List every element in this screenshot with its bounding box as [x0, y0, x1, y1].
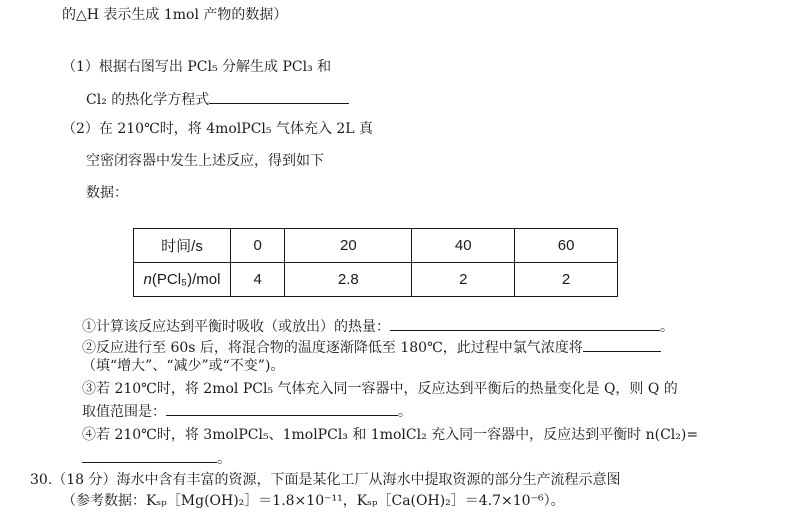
question-30-text: 30.（18 分）海水中含有丰富的资源，下面是某化工厂从海水中提取资源的部分生产流程示意图	[30, 472, 621, 488]
table-cell: 2	[515, 263, 618, 297]
table-cell: 4	[231, 263, 285, 297]
sub-question-2	[82, 337, 661, 357]
answer-blank-4[interactable]	[166, 401, 398, 416]
table-cell: 2.8	[285, 263, 412, 297]
question-1-text: （1）根据右图写出 PCl₅ 分解生成 PCl₃ 和	[62, 59, 332, 75]
table-header-amount-n: n	[143, 271, 152, 288]
table-cell: 20	[285, 229, 412, 263]
table-header-amount-rest: (PCl₅)/mol	[151, 271, 221, 288]
sub-question-1-end: 。	[660, 319, 674, 335]
table-cell: 2	[412, 263, 515, 297]
sub-question-1	[82, 316, 674, 336]
table-row	[134, 263, 618, 297]
sub-question-3: ③若 210℃时，将 2mol PCl₅ 气体充入同一容器中，反应达到平衡后的热量变化是 Q，则 Q 的	[82, 381, 678, 397]
table-cell: 60	[515, 229, 618, 263]
intro-line: 的△H 表示生成 1mol 产物的数据）	[62, 7, 288, 23]
question-2-data-label: 数据：	[86, 185, 128, 201]
table-cell: 40	[412, 229, 515, 263]
sub-question-4: ④若 210℃时，将 3molPCl₅、1molPCl₃ 和 1molCl₂ 充入同一容器中，反应达到平衡时 n(Cl₂)=	[82, 427, 699, 443]
sub-question-4-end: 。	[217, 451, 231, 467]
table-cell: 0	[231, 229, 285, 263]
data-table	[133, 228, 618, 297]
answer-blank-5[interactable]	[82, 448, 217, 463]
sub-question-3-end: 。	[398, 404, 412, 420]
question-30-reference-data: （参考数据：Kₛₚ［Mg(OH)₂］＝1.8×10⁻¹¹，Kₛₚ［Ca(OH)₂］＝4.7×10⁻⁶）。	[62, 493, 565, 509]
sub-question-4-answer	[82, 448, 231, 468]
table-header-amount	[134, 263, 231, 297]
question-2-text: （2）在 210℃时，将 4molPCl₅ 气体充入 2L 真	[62, 121, 374, 137]
sub-question-3-range-text: 取值范围是：	[82, 404, 166, 420]
question-1-continued	[86, 89, 349, 109]
sub-question-2-text: ②反应进行至 60s 后，将混合物的温度逐渐降低至 180℃，此过程中氯气浓度将	[82, 340, 583, 356]
answer-blank-3[interactable]	[583, 337, 661, 352]
table-header-time: 时间/s	[134, 229, 231, 263]
sub-question-3-range	[82, 401, 412, 421]
question-1-continued-text: Cl₂ 的热化学方程式	[86, 92, 210, 108]
answer-blank-2[interactable]	[390, 316, 660, 331]
question-2-continued: 空密闭容器中发生上述反应，得到如下	[86, 153, 324, 169]
answer-blank-1[interactable]	[209, 89, 349, 104]
sub-question-2-hint: （填“增大”、“减少”或“不变”)。	[82, 358, 285, 374]
table-row	[134, 229, 618, 263]
sub-question-1-text: ①计算该反应达到平衡时吸收（或放出）的热量：	[82, 319, 390, 335]
